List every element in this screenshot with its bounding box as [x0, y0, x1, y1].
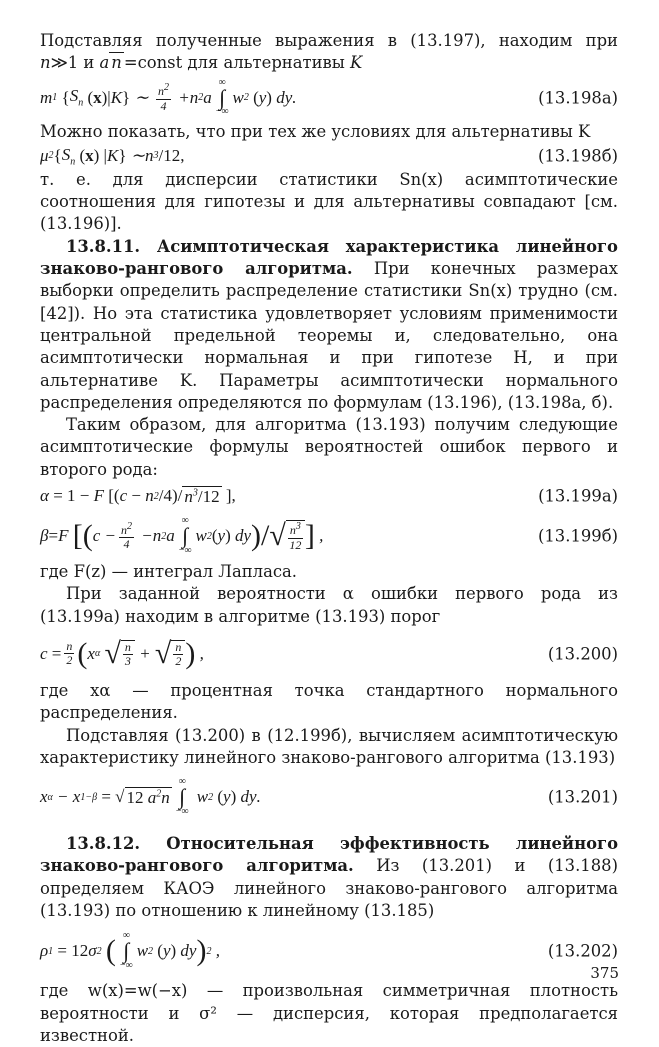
paragraph: где F(z) — интеграл Лапласа. [40, 562, 298, 582]
paragraph: Можно показать, что при тех же условиях для альтернативы K [40, 121, 591, 141]
paragraph: т. е. для дисперсии статистики Sn(x) асимптотические соотношения для гипотезы и для альтернативы совпадают [см. (13.196)]. [40, 169, 618, 234]
equation-number: (13.199б) [537, 526, 618, 546]
equation-13-200: c = $\frac{n}{2}$ ( x α √ $\frac{n}{3}$ + √ $\frac{n}{2}$ ) , (13.200) [40, 636, 618, 670]
equation-number: (13.202) [547, 941, 618, 961]
paragraph-cont: n≫1 и a n =const для альтернативы K [40, 53, 363, 73]
equation-13-202: ρ 1 = 12 σ 2 ( ∞ ∫ −∞ w 2 ( y ) dy ) 2 , (13.202) [40, 930, 618, 972]
equation-13-198b: μ 2 { $S_n$ (x) | K } ∼ n 3 /12, (13.198б) [40, 144, 618, 168]
paragraph: где xα — процентная точка стандартного нормального распределения. [40, 680, 618, 723]
paragraph: Подставляя полученные выражения в (13.197), находим при [40, 31, 618, 50]
paragraph: Таким образом, для алгоритма (13.193) получим следующие асимптотические формулы вероятностей ошибок первого и второго рода: [40, 415, 618, 479]
section-13-8-12 [40, 833, 618, 922]
equation-number: (13.198б) [537, 146, 618, 166]
page-content [40, 30, 618, 1047]
section-body: При конечных размерах выборки определить распределение статистики Sn(x) трудно (см. [42]). Но эта статистика удовлетворяет условиям применимости центральной предельной теоремы и, следовательно, она асимптотически нормальная и при гипотезе H, и при альтернативе K. Параметры асимптотически нормального распределения определяются по формулам (13.196), (13.198а, б). [40, 259, 619, 412]
equation-number: (13.199а) [538, 486, 618, 506]
equation-13-198a: m 1 { $S_n$ (x)| K } ∼ $\frac{n^2}{4}$ + n 2 a ∞ ∫ −∞ w 2 ( y ) dy . (13.198а) [40, 76, 618, 118]
equation-number: (13.200) [547, 644, 618, 664]
section-13-8-11 [40, 236, 618, 414]
page-number: 375 [590, 964, 619, 982]
paragraph: При заданной вероятности α ошибки первого рода из (13.199а) находим в алгоритме (13.193) порог [40, 584, 618, 626]
section-heading: 13.8.11. Асимптотическая характеристика линейного знаково-рангового алгоритма. [40, 236, 618, 279]
equation-13-201: x α − x 1−β = √ 12 $a^2n$ ∞ ∫ −∞ w 2 ( y ) dy . (13.201) [40, 776, 618, 818]
section-body: Из (13.201) и (13.188) определяем КАОЭ линейного знаково-рангового алгоритма (13.193) по отношению к линейному (13.185) [40, 856, 618, 921]
equation-number: (13.201) [547, 787, 618, 807]
equation-13-199b: β = F [ ( c − $\frac{n^2}{4}$ − n 2 a ∞ ∫ −∞ w 2 ( y ) dy ) / √ $\frac{n^3}{12}$ ] , (13.199б) [40, 515, 618, 556]
paragraph: Подставляя (13.200) в (12.199б), вычисляем асимптотическую характеристику линейного знаково-рангового алгоритма (13.193) [40, 725, 618, 767]
paragraph: где w(x)=w(−x) — произвольная симметричная плотность вероятности и σ² — дисперсия, которая предполагается известной. [40, 981, 618, 1045]
section-heading: 13.8.12. Относительная эффективность линейного знаково-рангового алгоритма. [40, 834, 618, 876]
equation-number: (13.198а) [538, 88, 618, 108]
equation-13-199a: α = 1 − F [( c − n 2 /4)/ $n^3/12$ ], (13.199а) [40, 486, 618, 506]
